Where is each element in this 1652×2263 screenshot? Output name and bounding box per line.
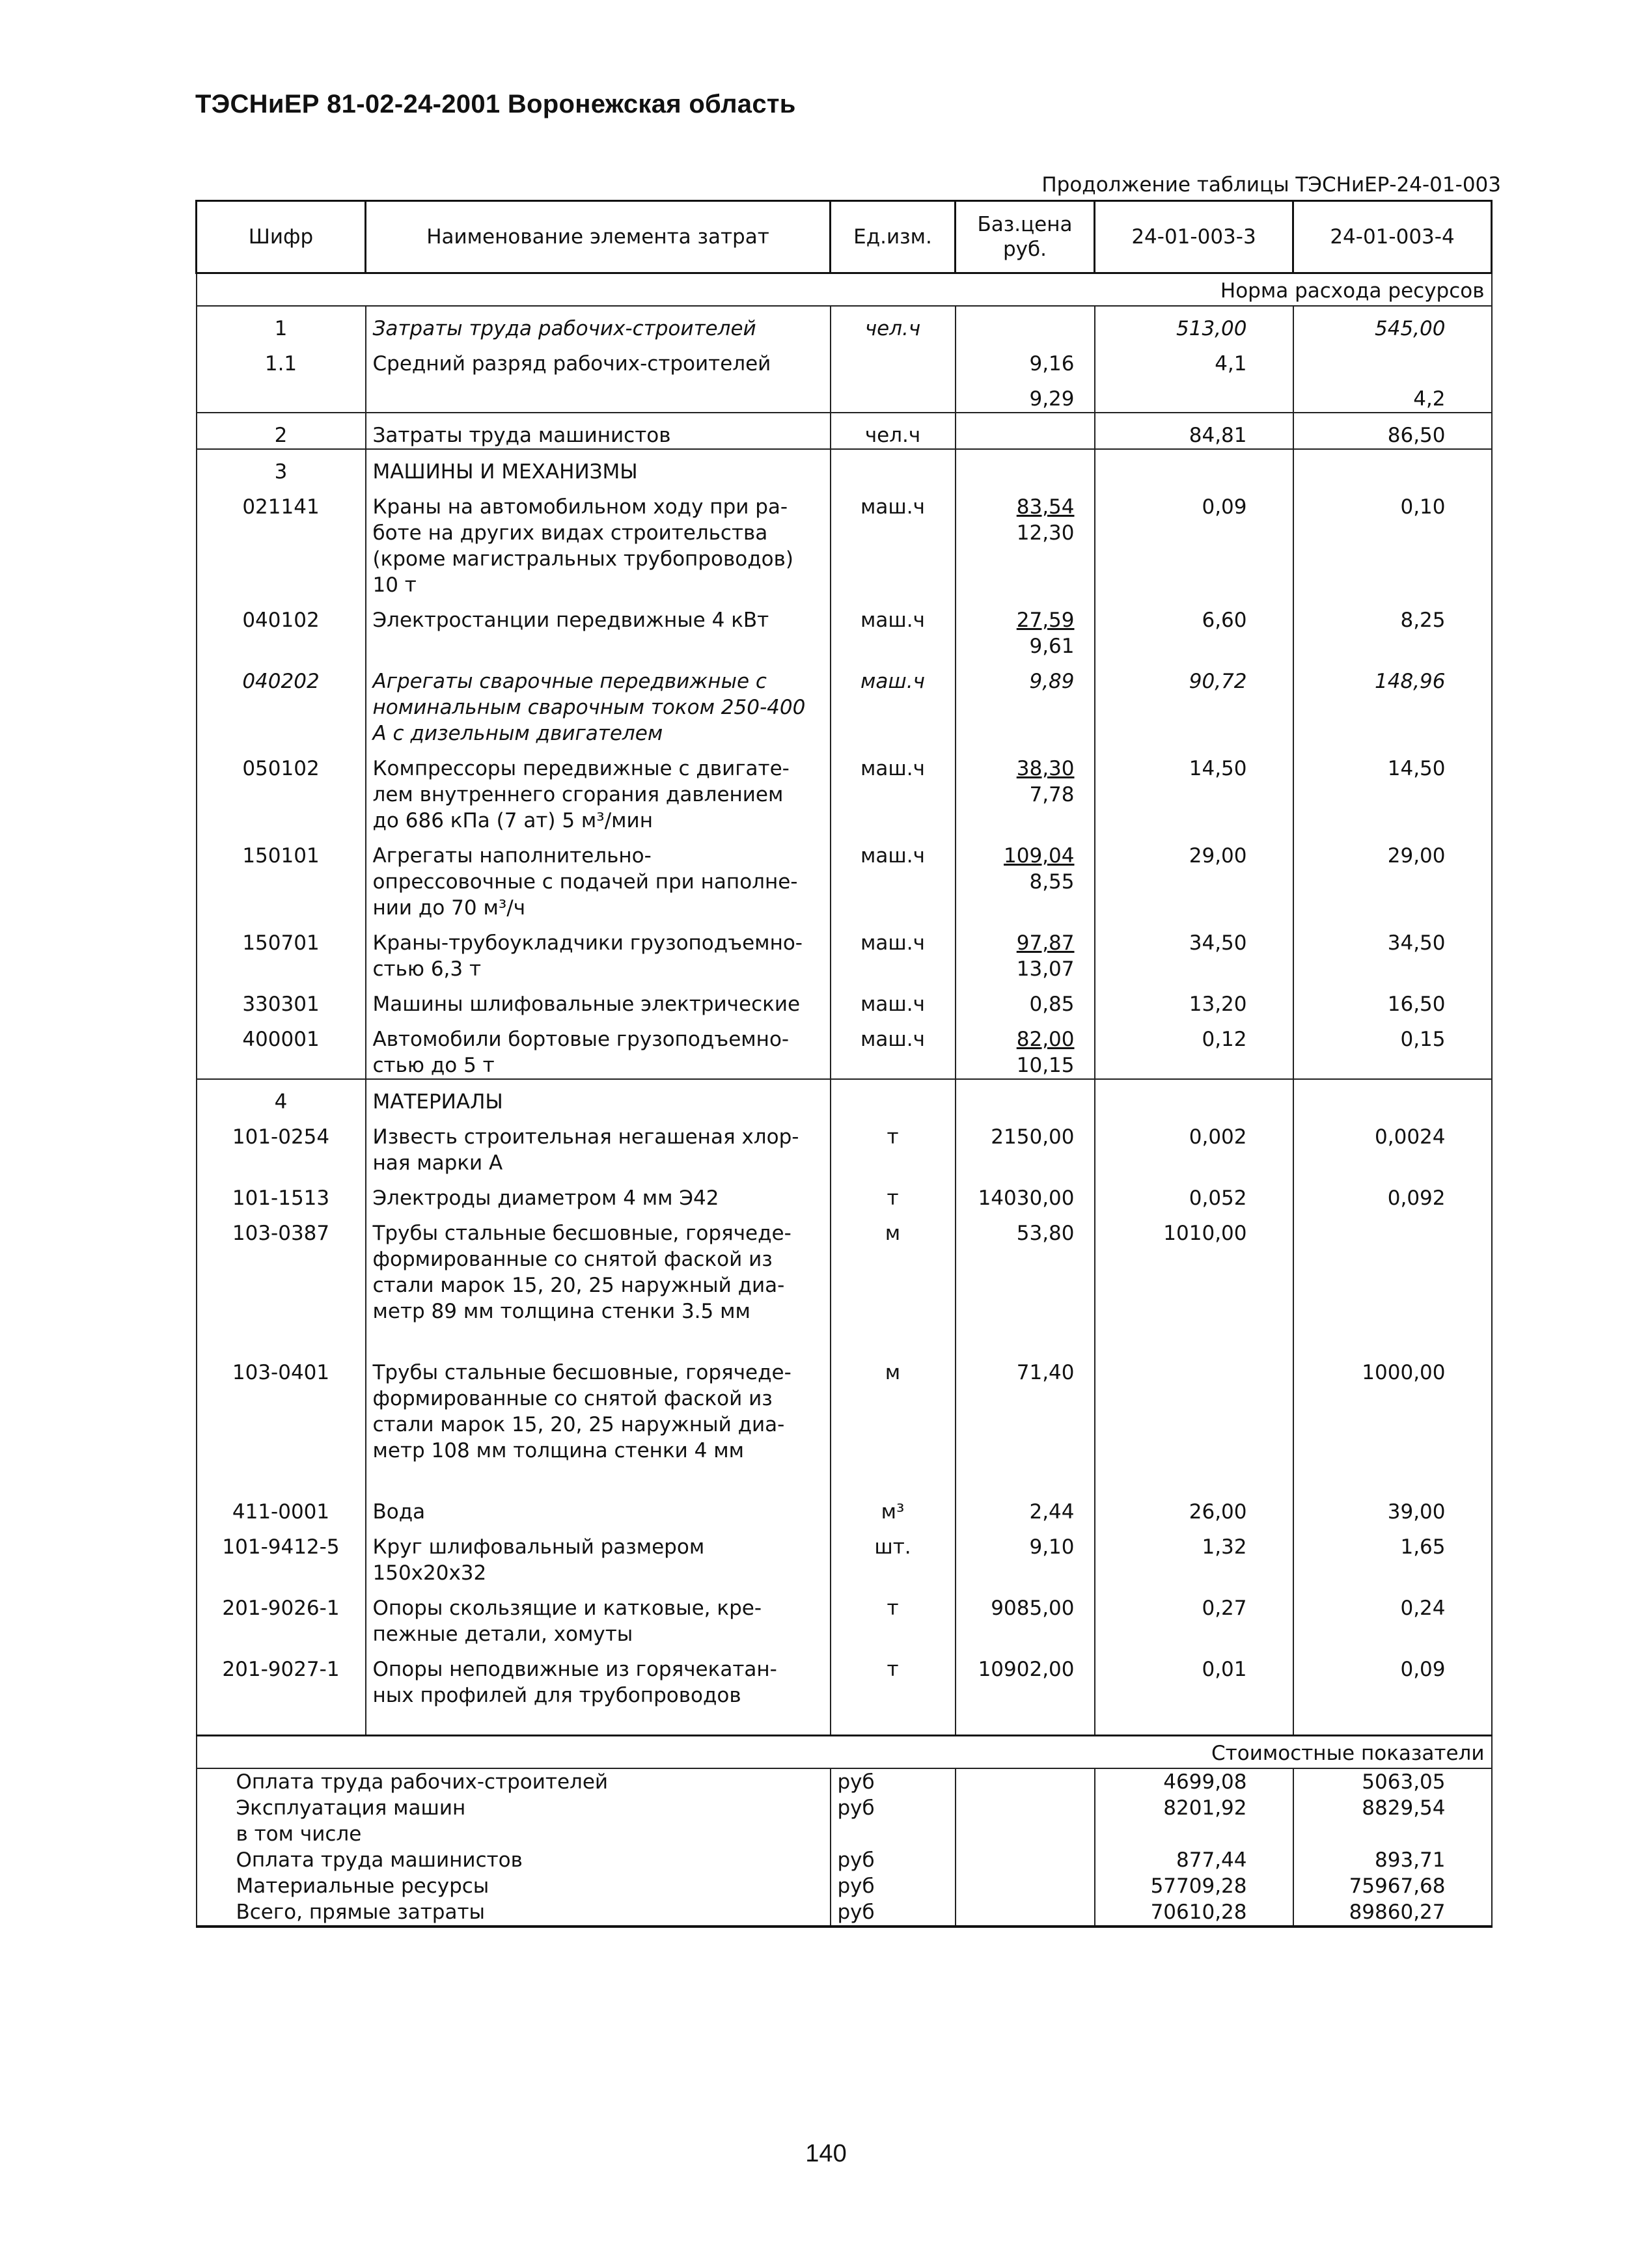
summary-unit: руб xyxy=(831,1795,956,1821)
row-name-line: Агрегаты сварочные передвижные с xyxy=(372,670,767,693)
row-value-col2: 86,50 xyxy=(1293,413,1492,449)
row-code: 3 xyxy=(197,449,366,485)
row-value-col1 xyxy=(1095,1351,1293,1464)
base-price-line: 2,44 xyxy=(1029,1500,1075,1524)
base-price-line: 9,16 xyxy=(1029,352,1075,376)
row-base-price xyxy=(956,659,1095,747)
base-price-line: 2150,00 xyxy=(991,1125,1075,1149)
row-unit: шт. xyxy=(831,1525,956,1586)
row-value-col2: 34,50 xyxy=(1293,921,1492,982)
base-price-line: 27,59 xyxy=(1016,609,1075,632)
row-unit: маш.ч xyxy=(831,1017,956,1079)
row-base-price xyxy=(956,834,1095,921)
summary-value-col2: 5063,05 xyxy=(1293,1768,1492,1795)
row-code: 330301 xyxy=(197,982,366,1017)
base-price-line: 12,30 xyxy=(1016,521,1075,545)
row-value-col2: 16,50 xyxy=(1293,982,1492,1017)
base-price-line: 9,89 xyxy=(1029,670,1075,693)
table-body xyxy=(197,273,1492,1709)
summary-body xyxy=(197,1708,1492,1927)
row-base-price xyxy=(956,921,1095,982)
base-price-line: 10902,00 xyxy=(978,1658,1075,1681)
row-unit: т xyxy=(831,1115,956,1176)
row-name-line: А с дизельным двигателем xyxy=(372,722,663,745)
summary-value-col2: 75967,68 xyxy=(1293,1873,1492,1899)
summary-row xyxy=(197,1768,1492,1795)
row-unit: м³ xyxy=(831,1490,956,1525)
base-price-line: 9,29 xyxy=(1029,387,1075,411)
base-price-line: 9085,00 xyxy=(991,1597,1075,1620)
summary-unit: руб xyxy=(831,1873,956,1899)
summary-unit: руб xyxy=(831,1768,956,1795)
row-name xyxy=(366,1586,831,1647)
column-header-col1: 24-01-003-3 xyxy=(1095,201,1293,273)
row-base-price xyxy=(956,485,1095,598)
summary-unit xyxy=(831,1821,956,1847)
row-name-line: МАТЕРИАЛЫ xyxy=(372,1090,503,1114)
base-price-header-line: Баз.цена xyxy=(977,213,1073,236)
row-value-col1: 29,00 xyxy=(1095,834,1293,921)
row-name xyxy=(366,1525,831,1586)
column-header-unit: Ед.изм. xyxy=(831,201,956,273)
row-name-line: (кроме магистральных трубопроводов) xyxy=(372,547,793,571)
base-price-line: 83,54 xyxy=(1016,495,1075,519)
row-code: 103-0387 xyxy=(197,1211,366,1324)
summary-empty xyxy=(956,1847,1095,1873)
row-name-line: Затраты труда рабочих-строителей xyxy=(372,317,756,340)
row-unit xyxy=(831,1079,956,1115)
row-base-price xyxy=(956,1017,1095,1079)
table-row xyxy=(197,1490,1492,1525)
summary-empty xyxy=(956,1821,1095,1847)
row-base-price xyxy=(956,1115,1095,1176)
row-value-col2: 545,00 xyxy=(1293,306,1492,342)
summary-row xyxy=(197,1899,1492,1927)
row-value-col2: 4,2 xyxy=(1293,377,1492,413)
summary-value-col1 xyxy=(1095,1821,1293,1847)
table-row xyxy=(197,659,1492,747)
row-name-line: 150x20x32 xyxy=(372,1561,487,1585)
row-name-line: Опоры скользящие и катковые, кре- xyxy=(372,1597,762,1620)
table-row xyxy=(197,306,1492,342)
row-name-line: метр 108 мм толщина стенки 4 мм xyxy=(372,1439,745,1462)
row-name xyxy=(366,1176,831,1211)
row-base-price xyxy=(956,377,1095,413)
row-value-col1: 90,72 xyxy=(1095,659,1293,747)
row-name-line: Агрегаты наполнительно- xyxy=(372,844,652,868)
page-number: 140 xyxy=(805,2140,847,2167)
row-name-line: стали марок 15, 20, 25 наружный диа- xyxy=(372,1274,785,1297)
row-unit: маш.ч xyxy=(831,921,956,982)
row-code: 040202 xyxy=(197,659,366,747)
row-name-line: Опоры неподвижные из горячекатан- xyxy=(372,1658,777,1681)
row-code: 150701 xyxy=(197,921,366,982)
table-continuation-caption: Продолжение таблицы ТЭСНиЕР-24-01-003 xyxy=(1041,173,1501,197)
row-code: 050102 xyxy=(197,747,366,834)
cost-header-row xyxy=(197,1736,1492,1769)
row-value-col1: 513,00 xyxy=(1095,306,1293,342)
row-value-col1: 4,1 xyxy=(1095,342,1293,377)
table-row xyxy=(197,1351,1492,1464)
row-base-price xyxy=(956,1647,1095,1708)
table-row xyxy=(197,1211,1492,1324)
spacer-row xyxy=(197,1708,1492,1736)
summary-value-col1: 4699,08 xyxy=(1095,1768,1293,1795)
summary-value-col2: 8829,54 xyxy=(1293,1795,1492,1821)
row-code: 1.1 xyxy=(197,342,366,377)
row-code: 201-9026-1 xyxy=(197,1586,366,1647)
row-code: 150101 xyxy=(197,834,366,921)
row-name-line: ная марки А xyxy=(372,1151,503,1175)
base-price-line: 82,00 xyxy=(1016,1028,1075,1051)
table-row xyxy=(197,834,1492,921)
row-code: 201-9027-1 xyxy=(197,1647,366,1708)
summary-label: Оплата труда рабочих-строителей xyxy=(197,1768,831,1795)
base-price-line: 71,40 xyxy=(1016,1361,1075,1384)
row-base-price xyxy=(956,1176,1095,1211)
row-name-line: Известь строительная негашеная хлор- xyxy=(372,1125,799,1149)
base-price-line: 9,10 xyxy=(1029,1535,1075,1559)
row-base-price xyxy=(956,1079,1095,1115)
document-title: ТЭСНиЕР 81-02-24-2001 Воронежская область xyxy=(195,90,796,118)
summary-unit: руб xyxy=(831,1847,956,1873)
row-value-col1: 0,12 xyxy=(1095,1017,1293,1079)
row-name-line: боте на других видах строительства xyxy=(372,521,768,545)
row-value-col1: 26,00 xyxy=(1095,1490,1293,1525)
base-price-header-line: руб. xyxy=(1003,238,1047,261)
summary-row xyxy=(197,1821,1492,1847)
row-name xyxy=(366,342,831,377)
row-value-col1: 6,60 xyxy=(1095,598,1293,659)
row-name-line: стью до 5 т xyxy=(372,1054,495,1077)
row-unit xyxy=(831,377,956,413)
row-name xyxy=(366,377,831,413)
row-value-col1: 0,01 xyxy=(1095,1647,1293,1708)
summary-value-col1: 877,44 xyxy=(1095,1847,1293,1873)
summary-value-col1: 8201,92 xyxy=(1095,1795,1293,1821)
row-value-col1: 0,09 xyxy=(1095,485,1293,598)
base-price-line: 8,55 xyxy=(1029,870,1075,894)
section-heading-row xyxy=(197,449,1492,485)
table-row xyxy=(197,1647,1492,1708)
row-value-col2: 1,65 xyxy=(1293,1525,1492,1586)
summary-value-col1: 57709,28 xyxy=(1095,1873,1293,1899)
row-unit: т xyxy=(831,1586,956,1647)
base-price-line: 13,07 xyxy=(1016,957,1075,981)
row-value-col1: 0,002 xyxy=(1095,1115,1293,1176)
base-price-line: 38,30 xyxy=(1016,757,1075,780)
row-value-col2: 14,50 xyxy=(1293,747,1492,834)
norm-header: Норма расхода ресурсов xyxy=(197,273,1492,307)
section-heading-row xyxy=(197,1079,1492,1115)
row-name xyxy=(366,921,831,982)
row-name-line: формированные со снятой фаской из xyxy=(372,1387,773,1410)
row-unit: маш.ч xyxy=(831,598,956,659)
row-name-line: стали марок 15, 20, 25 наружный диа- xyxy=(372,1413,785,1436)
row-code: 103-0401 xyxy=(197,1351,366,1464)
summary-label: Всего, прямые затраты xyxy=(197,1899,831,1927)
row-value-col1: 0,27 xyxy=(1095,1586,1293,1647)
row-value-col2: 0,0024 xyxy=(1293,1115,1492,1176)
base-price-line: 9,61 xyxy=(1029,635,1075,658)
row-code: 101-1513 xyxy=(197,1176,366,1211)
row-value-col1: 0,052 xyxy=(1095,1176,1293,1211)
row-name xyxy=(366,747,831,834)
row-value-col2: 0,10 xyxy=(1293,485,1492,598)
row-unit: м xyxy=(831,1211,956,1324)
row-base-price xyxy=(956,982,1095,1017)
row-unit: маш.ч xyxy=(831,834,956,921)
row-name xyxy=(366,306,831,342)
row-name xyxy=(366,1017,831,1079)
row-name xyxy=(366,834,831,921)
table-row xyxy=(197,485,1492,598)
summary-value-col1: 70610,28 xyxy=(1095,1899,1293,1927)
summary-row xyxy=(197,1795,1492,1821)
cost-header: Стоимостные показатели xyxy=(197,1736,1492,1769)
row-unit: чел.ч xyxy=(831,413,956,449)
row-unit: м xyxy=(831,1351,956,1464)
row-value-col2 xyxy=(1293,1079,1492,1115)
summary-label: Материальные ресурсы xyxy=(197,1873,831,1899)
row-value-col2: 0,09 xyxy=(1293,1647,1492,1708)
table-row xyxy=(197,921,1492,982)
row-name-line: лем внутреннего сгорания давлением xyxy=(372,783,784,806)
row-value-col1: 84,81 xyxy=(1095,413,1293,449)
row-name-line: нии до 70 м³/ч xyxy=(372,896,526,920)
column-header-col2: 24-01-003-4 xyxy=(1293,201,1492,273)
row-name-line: МАШИНЫ И МЕХАНИЗМЫ xyxy=(372,460,638,484)
row-name-line: Автомобили бортовые грузоподъемно- xyxy=(372,1028,790,1051)
row-unit: чел.ч xyxy=(831,306,956,342)
row-name-line: метр 89 мм толщина стенки 3.5 мм xyxy=(372,1300,750,1323)
summary-label: Оплата труда машинистов xyxy=(197,1847,831,1873)
row-code: 040102 xyxy=(197,598,366,659)
row-code: 1 xyxy=(197,306,366,342)
resource-table xyxy=(195,200,1493,1928)
row-value-col2: 1000,00 xyxy=(1293,1351,1492,1464)
row-code: 411-0001 xyxy=(197,1490,366,1525)
row-name-line: Трубы стальные бесшовные, горячеде- xyxy=(372,1361,792,1384)
row-base-price xyxy=(956,1490,1095,1525)
table-row xyxy=(197,413,1492,449)
row-value-col1: 1,32 xyxy=(1095,1525,1293,1586)
row-name-line: ных профилей для трубопроводов xyxy=(372,1684,741,1707)
row-name-line: Затраты труда машинистов xyxy=(372,424,671,447)
row-name-line: до 686 кПа (7 ат) 5 м³/мин xyxy=(372,809,653,832)
summary-value-col2: 89860,27 xyxy=(1293,1899,1492,1927)
table-row xyxy=(197,377,1492,413)
base-price-line: 109,04 xyxy=(1004,844,1075,868)
table-row xyxy=(197,1586,1492,1647)
row-base-price xyxy=(956,747,1095,834)
row-base-price xyxy=(956,449,1095,485)
row-base-price xyxy=(956,1211,1095,1324)
column-header-name: Наименование элемента затрат xyxy=(366,201,831,273)
spacer-row xyxy=(197,1324,1492,1351)
base-price-line: 0,85 xyxy=(1029,993,1075,1016)
summary-unit: руб xyxy=(831,1899,956,1927)
base-price-line: 7,78 xyxy=(1029,783,1075,806)
row-code: 101-9412-5 xyxy=(197,1525,366,1586)
row-unit xyxy=(831,449,956,485)
summary-empty xyxy=(956,1873,1095,1899)
row-name-line: Машины шлифовальные электрические xyxy=(372,993,801,1016)
row-name-line: Электроды диаметром 4 мм Э42 xyxy=(372,1186,719,1210)
row-name-line: Вода xyxy=(372,1500,426,1524)
row-value-col1 xyxy=(1095,1079,1293,1115)
row-value-col2: 0,092 xyxy=(1293,1176,1492,1211)
row-value-col1 xyxy=(1095,449,1293,485)
row-code: 2 xyxy=(197,413,366,449)
row-unit: т xyxy=(831,1647,956,1708)
row-name xyxy=(366,982,831,1017)
base-price-line: 10,15 xyxy=(1016,1054,1075,1077)
table-row xyxy=(197,1115,1492,1176)
summary-empty xyxy=(956,1795,1095,1821)
row-name-line: формированные со снятой фаской из xyxy=(372,1248,773,1271)
summary-row xyxy=(197,1847,1492,1873)
summary-label: в том числе xyxy=(197,1821,831,1847)
row-unit xyxy=(831,342,956,377)
row-name xyxy=(366,449,831,485)
row-base-price xyxy=(956,598,1095,659)
row-unit: маш.ч xyxy=(831,485,956,598)
row-name-line: Компрессоры передвижные с двигате- xyxy=(372,757,790,780)
summary-value-col2 xyxy=(1293,1821,1492,1847)
row-base-price xyxy=(956,413,1095,449)
row-base-price xyxy=(956,342,1095,377)
row-base-price xyxy=(956,1586,1095,1647)
row-value-col2: 0,24 xyxy=(1293,1586,1492,1647)
row-name xyxy=(366,1490,831,1525)
row-name xyxy=(366,1079,831,1115)
row-value-col2 xyxy=(1293,449,1492,485)
table-row xyxy=(197,1176,1492,1211)
row-name-line: пежные детали, хомуты xyxy=(372,1623,633,1646)
summary-empty xyxy=(956,1899,1095,1927)
row-base-price xyxy=(956,1351,1095,1464)
column-header-base-price xyxy=(956,201,1095,273)
row-value-col1 xyxy=(1095,377,1293,413)
row-name-line: Электростанции передвижные 4 кВт xyxy=(372,609,769,632)
row-unit: маш.ч xyxy=(831,982,956,1017)
table-row xyxy=(197,598,1492,659)
row-value-col2: 8,25 xyxy=(1293,598,1492,659)
table-row xyxy=(197,1525,1492,1586)
row-value-col2: 39,00 xyxy=(1293,1490,1492,1525)
table-row xyxy=(197,982,1492,1017)
row-base-price xyxy=(956,1525,1095,1586)
row-name-line: стью 6,3 т xyxy=(372,957,482,981)
row-code: 101-0254 xyxy=(197,1115,366,1176)
summary-label: Эксплуатация машин xyxy=(197,1795,831,1821)
row-name xyxy=(366,1647,831,1708)
table-row xyxy=(197,747,1492,834)
row-code: 021141 xyxy=(197,485,366,598)
column-header-code: Шифр xyxy=(197,201,366,273)
norm-header-row xyxy=(197,273,1492,307)
row-name-line: Трубы стальные бесшовные, горячеде- xyxy=(372,1222,792,1245)
row-value-col1: 13,20 xyxy=(1095,982,1293,1017)
row-name xyxy=(366,413,831,449)
row-value-col2 xyxy=(1293,342,1492,377)
row-name-line: Краны на автомобильном ходу при ра- xyxy=(372,495,788,519)
row-name-line: Круг шлифовальный размером xyxy=(372,1535,705,1559)
row-value-col2: 29,00 xyxy=(1293,834,1492,921)
row-name-line: номинальным сварочным током 250-400 xyxy=(372,696,806,719)
row-name xyxy=(366,1115,831,1176)
row-code xyxy=(197,377,366,413)
row-name-line: опрессовочные с подачей при наполне- xyxy=(372,870,798,894)
row-name xyxy=(366,485,831,598)
base-price-line: 97,87 xyxy=(1016,931,1075,955)
row-name-line: Средний разряд рабочих-строителей xyxy=(372,352,771,376)
row-name xyxy=(366,1351,831,1464)
row-name xyxy=(366,1211,831,1324)
row-value-col2: 0,15 xyxy=(1293,1017,1492,1079)
table-row xyxy=(197,1017,1492,1079)
row-name xyxy=(366,598,831,659)
base-price-line: 53,80 xyxy=(1016,1222,1075,1245)
row-code: 400001 xyxy=(197,1017,366,1079)
row-value-col2 xyxy=(1293,1211,1492,1324)
row-name xyxy=(366,659,831,747)
row-name-line: 10 т xyxy=(372,573,417,597)
row-value-col1: 34,50 xyxy=(1095,921,1293,982)
summary-row xyxy=(197,1873,1492,1899)
row-name-line: Краны-трубоукладчики грузоподъемно- xyxy=(372,931,803,955)
row-code: 4 xyxy=(197,1079,366,1115)
row-value-col1: 14,50 xyxy=(1095,747,1293,834)
table-row xyxy=(197,342,1492,377)
row-unit: маш.ч xyxy=(831,747,956,834)
row-unit: т xyxy=(831,1176,956,1211)
summary-empty xyxy=(956,1768,1095,1795)
row-base-price xyxy=(956,306,1095,342)
table-header-row xyxy=(197,201,1492,273)
row-value-col1: 1010,00 xyxy=(1095,1211,1293,1324)
row-value-col2: 148,96 xyxy=(1293,659,1492,747)
row-unit: маш.ч xyxy=(831,659,956,747)
base-price-line: 14030,00 xyxy=(978,1186,1075,1210)
spacer-row xyxy=(197,1464,1492,1490)
summary-value-col2: 893,71 xyxy=(1293,1847,1492,1873)
